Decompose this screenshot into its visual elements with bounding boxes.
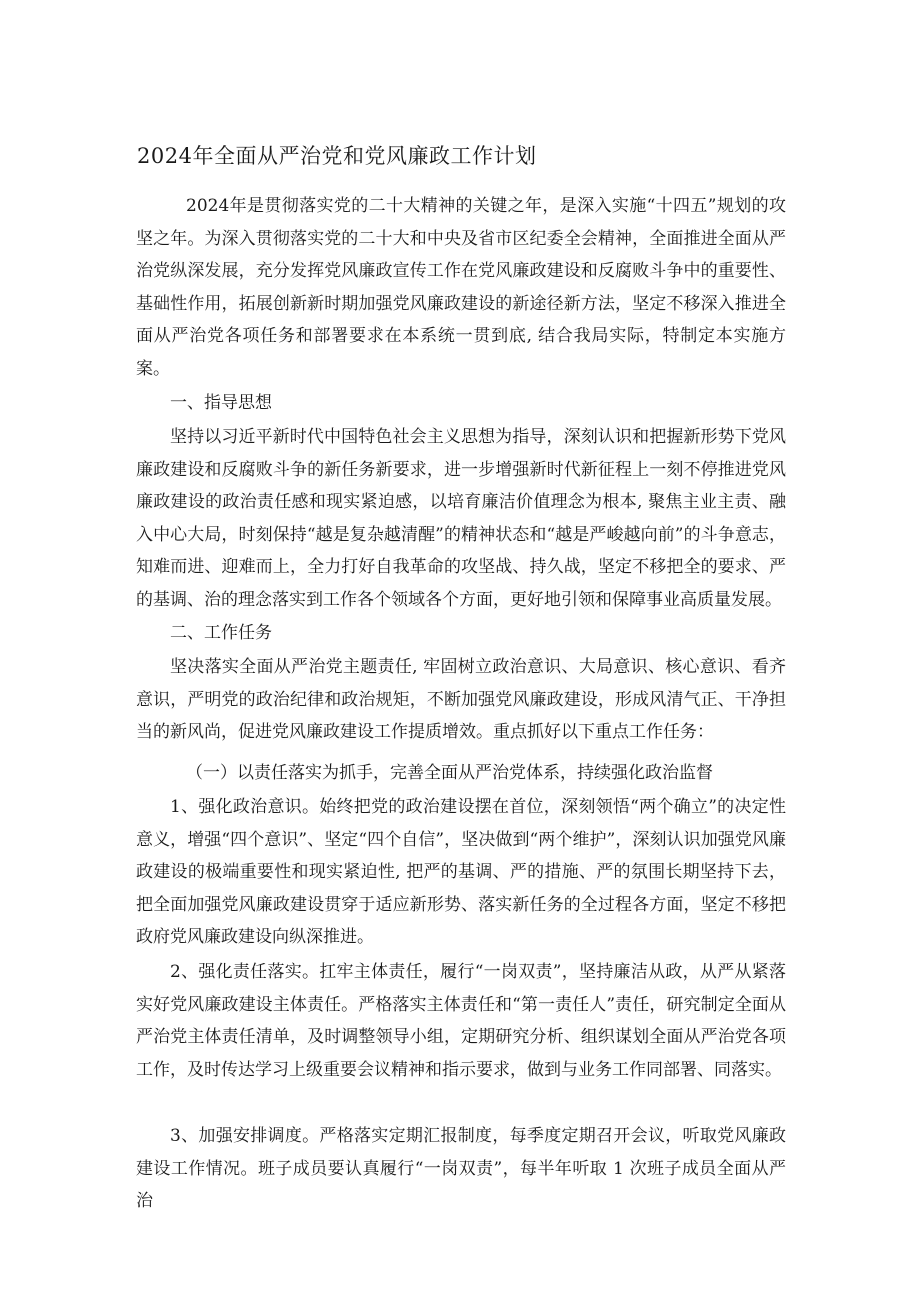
intro-paragraph: 2024年是贯彻落实党的二十大精神的关键之年，是深入实施“十四五”规划的攻坚之年。为深入贯彻落实党的二十大和中央及省市区纪委全会精神，全面推进全面从严治党纵深发展，充分发挥党风廉政宣传工作在党风廉政建设和反腐败斗争中的重要性、基础性作用，拓展创新新时期加强党风廉政建设的新途径新方法，坚定不移深入推进全面从严治党各项任务和部署要求在本系统一贯到底, 结合我局实际，特制定本实施方案。 [136,196,786,379]
subsection-heading-responsibility: （一）以责任落实为抓手，完善全面从严治党体系，持续强化政治监督 [186,763,713,783]
section-heading-work-tasks: 二、工作任务 [170,623,272,643]
list-item-responsibility: 2、强化责任落实。扛牢主体责任，履行“一岗双责”，坚持廉洁从政，从严从紧落实好党风廉政建设主体责任。严格落实主体责任和“第一责任人”责任，研究制定全面从严治党主体责任清单，及时调整领导小组，定期研究分析、组织谋划全面从严治党各项工作，及时传达学习上级重要会议精神和指示要求，做到与业务工作同部署、同落实。 [136,962,786,1080]
section-body-guiding-ideology: 坚持以习近平新时代中国特色社会主义思想为指导，深刻认识和把握新形势下党风廉政建设和反腐败斗争的新任务新要求，进一步增强新时代新征程上一刻不停推进党风廉政建设的政治责任感和现实紧迫感，以培育廉洁价值理念为根本, 聚焦主业主责、融入中心大局，时刻保持“越是复杂越清醒”的精神状态和“越是严峻越向前”的斗争意志，知难而进、迎难而上，全力打好自我革命的攻坚战、持久战，坚定不移把全的要求、严的基调、治的理念落实到工作各个领域各个方面，更好地引领和保障事业高质量发展。 [136,427,786,610]
list-item-scheduling: 3、加强安排调度。严格落实定期汇报制度，每季度定期召开会议，听取党风廉政建设工作情况。班子成员要认真履行“一岗双责”，每半年听取 1 次班子成员全面从严治 [136,1126,786,1211]
section-heading-guiding-ideology: 一、指导思想 [170,393,272,413]
section-body-work-tasks: 坚决落实全面从严治党主题责任, 牢固树立政治意识、大局意识、核心意识、看齐意识，严明党的政治纪律和政治规矩，不断加强党风廉政建设，形成风清气正、干净担当的新风尚，促进党风廉政建设工作提质增效。重点抓好以下重点工作任务： [136,657,786,742]
list-item-political-awareness: 1、强化政治意识。始终把党的政治建设摆在首位，深刻领悟“两个确立”的决定性意义，增强“四个意识”、坚定“四个自信”，坚决做到“两个维护”，深刻认识加强党风廉政建设的极端重要性和现实紧迫性, 把严的基调、严的措施、严的氛围长期坚持下去，把全面加强党风廉政建设贯穿于适应新形势、落实新任务的全过程各方面，坚定不移把政府党风廉政建设向纵深推进。 [136,797,786,947]
document-title: 2024年全面从严治党和党风廉政工作计划 [137,144,537,168]
